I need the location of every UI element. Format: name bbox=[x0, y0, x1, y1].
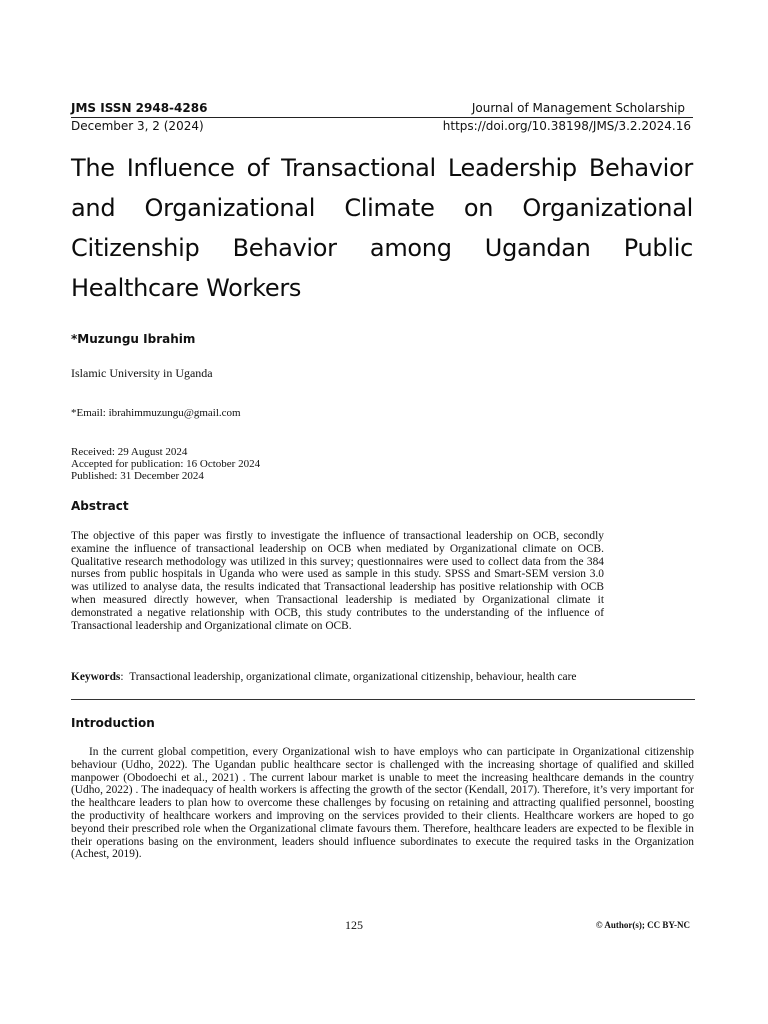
introduction-text: In the current global competition, every Organizational wish to have employs who can participate in Organizational citizenship behaviour (Udho, 2022). The Ugandan public healthcare sector is challenged with the increasing shortage of qualified and skilled manpower (Obodoechi et al., 2021) . The current labour market is unable to meet the increasing healthcare demands in the country (Udho, 2022) . The inadequacy of health workers is affecting the growth of the sector (Kendall, 2017). Therefore, it’s very important for the healthcare leaders to plan how to overcome these challenges by focusing on retaining and attracting qualified personnel, boosting the productivity of healthcare workers and improving on the services provided to their clients. Healthcare workers are hoped to go beyond their prescribed role when the Organizational climate favours them. Therefore, healthcare leaders are expected to be flexible in their operations basing on the environment, leaders should influence subordinates to execute the required tasks in the Organization (Achest, 2019). bbox=[71, 746, 694, 861]
author-affiliation: Islamic University in Uganda bbox=[71, 366, 213, 380]
author-email[interactable]: *Email: ibrahimmuzungu@gmail.com bbox=[71, 407, 241, 419]
keywords-text: Transactional leadership, organizational climate, organizational citizenship, behaviour, health care bbox=[129, 671, 577, 683]
license-note: © Author(s); CC BY-NC bbox=[595, 920, 690, 930]
date-received: Received: 29 August 2024 bbox=[71, 446, 188, 458]
author-name: *Muzungu Ibrahim bbox=[71, 332, 196, 346]
journal-name: Journal of Management Scholarship bbox=[471, 101, 685, 115]
header-rule bbox=[71, 117, 693, 118]
section-rule bbox=[71, 699, 695, 700]
abstract-heading: Abstract bbox=[71, 499, 129, 513]
journal-issn: JMS ISSN 2948-4286 bbox=[71, 101, 208, 115]
keywords-line bbox=[71, 671, 576, 683]
abstract-text: The objective of this paper was firstly to investigate the influence of transactional leadership on OCB, secondly examine the influence of transactional leadership on OCB when mediated by Organizational climate on OCB. Qualitative research methodology was utilized in this survey; questionnaires were used to collect data from the 384 nurses from public hospitals in Uganda who were used as sample in this study. SPSS and Smart-SEM version 3.0 was utilized to analyse data, the results indicated that Transactional leadership has positive relationship with OCB when measured directly however, when Transactional leadership is mediated by Organizational climate it demonstrated a negative relationship with OCB, this study contributes to the understanding of the influence of Transactional leadership and Organizational climate on OCB. bbox=[71, 530, 604, 632]
doi-link[interactable]: https://doi.org/10.38198/JMS/3.2.2024.16 bbox=[442, 119, 691, 133]
date-published: Published: 31 December 2024 bbox=[71, 470, 204, 482]
date-accepted: Accepted for publication: 16 October 2024 bbox=[71, 458, 261, 470]
keywords-colon: : bbox=[120, 671, 130, 683]
keywords-label: Keywords bbox=[71, 671, 121, 683]
introduction-heading: Introduction bbox=[71, 716, 155, 730]
paper-title: The Influence of Transactional Leadership Behavior and Organizational Climate on Organizational Citizenship Behavior among Ugandan Public Healthcare Workers bbox=[71, 154, 693, 302]
page-number: 125 bbox=[345, 918, 363, 932]
issue-date: December 3, 2 (2024) bbox=[71, 119, 204, 133]
